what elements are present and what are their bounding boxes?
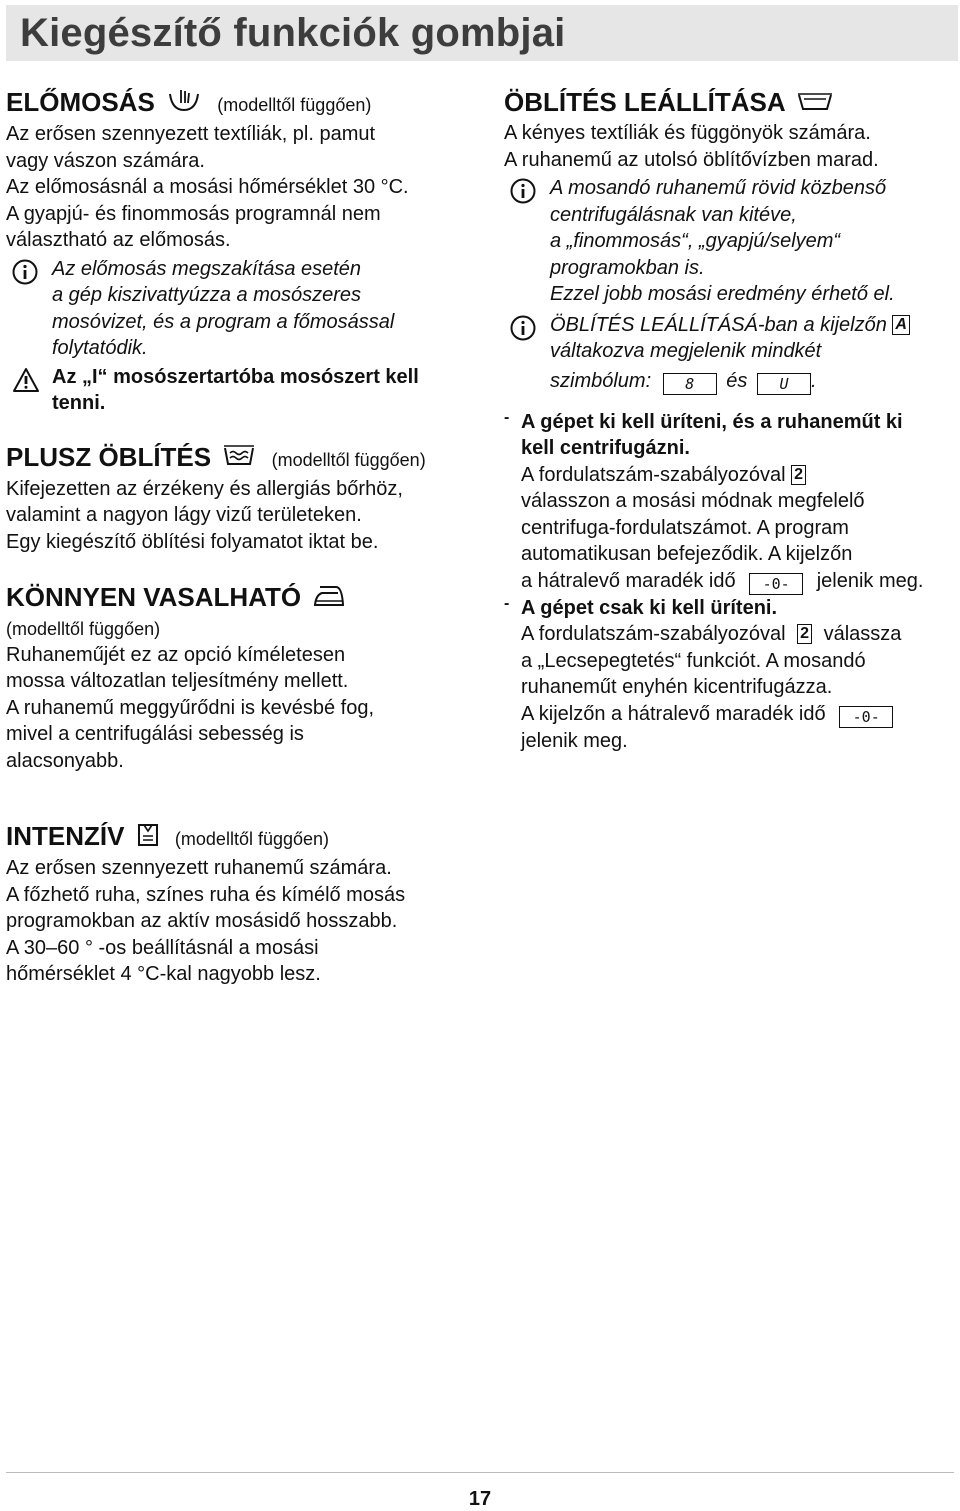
easy-iron-line-2: mossa változatlan teljesítmény mellett.: [6, 670, 349, 693]
rinse-stop-info1-line-5: Ezzel jobb mosási eredmény érhető el.: [550, 283, 895, 306]
page-header: [6, 5, 958, 61]
rinse-stop-section: [504, 86, 956, 754]
easy-iron-line-1: Ruhaneműjét ez az opció kíméletesen: [6, 643, 346, 666]
rinse-stop-info-note-1: [504, 175, 956, 308]
button-2-symbol: 2: [791, 465, 806, 485]
rinse-stop-info2-period: .: [810, 369, 817, 392]
item2-line-1: [521, 621, 956, 648]
intensive-line-2: A főzhető ruha, színes ruha és kímélő mosás: [6, 883, 406, 906]
prewash-warning-line-2: tenni.: [52, 392, 106, 414]
rinse-stop-info2-and: és: [726, 369, 748, 392]
easy-iron-line-3: A ruhanemű meggyűrődni is kevésbé fog,: [6, 696, 374, 719]
plus-rinse-line-2: valamint a nagyon lágy vizű területeken.: [6, 504, 362, 526]
intensive-section: [6, 820, 506, 988]
rinse-stop-info-note-2: [504, 312, 956, 395]
list-dash: -: [504, 408, 510, 426]
page-title: Kiegészítő funkciók gombjai: [20, 11, 566, 55]
item2-line-3: ruhaneműt enyhén kicentrifugázza.: [521, 676, 833, 699]
item1-title-1: A gépet ki kell üríteni, és a ruhaneműt ki: [521, 410, 903, 433]
item1-line-1: [521, 462, 956, 489]
info-icon: [12, 259, 38, 290]
item1-line-5: [521, 568, 956, 595]
footer-divider: [6, 1472, 954, 1473]
intensive-optional: (modelltől függően): [174, 829, 330, 849]
plus-rinse-line-1: Kifejezetten az érzékeny és allergiás bőrhöz,: [6, 477, 403, 500]
plus-rinse-line-3: Egy kiegészítő öblítési folyamatot iktat be.: [6, 530, 379, 553]
rinse-hold-icon: [796, 88, 834, 120]
list-dash: -: [504, 594, 510, 612]
plus-rinse-optional: (modelltől függően): [271, 449, 426, 470]
plus-rinse-icon: [222, 443, 256, 475]
item2-title: A gépet csak ki kell üríteni.: [521, 596, 778, 619]
item1-line-4: automatikusan befejeződik. A kijelzőn: [521, 543, 853, 566]
item1-line-3: centrifuga-fordulatszámot. A program: [521, 516, 849, 539]
display-symbol-2: U: [757, 373, 811, 395]
prewash-line-3: Az előmosásnál a mosási hőmérséklet 30 °C.: [6, 176, 409, 198]
easy-iron-optional: (modelltől függően): [6, 618, 161, 639]
prewash-heading: [6, 86, 481, 121]
item1-line-2: válasszon a mosási módnak megfelelő: [521, 490, 865, 513]
list-item: [504, 409, 956, 595]
item2-line-4-text: A kijelzőn a hátralevő maradék idő: [521, 702, 826, 725]
intensive-heading: [6, 820, 506, 855]
prewash-warning-note: [6, 364, 481, 417]
rinse-stop-info2-line-2: váltakozva megjelenik mindkét: [550, 340, 822, 363]
display-remaining-time: -0-: [839, 706, 893, 728]
rinse-stop-info1-line-4: programokban is.: [550, 256, 705, 279]
intensive-title: INTENZÍV: [6, 821, 125, 851]
intensive-line-1: Az erősen szennyezett ruhanemű számára.: [6, 857, 392, 879]
info-icon: [510, 315, 536, 346]
prewash-hand-icon: [166, 88, 202, 121]
easy-iron-heading: [6, 581, 481, 616]
intensive-line-4: A 30–60 ° -os beállításnál a mosási: [6, 936, 319, 959]
button-2-symbol: 2: [797, 624, 812, 644]
plus-rinse-title: PLUSZ ÖBLÍTÉS: [6, 441, 212, 472]
prewash-line-2: vagy vászon számára.: [6, 149, 205, 172]
iron-icon: [312, 583, 346, 616]
item2-line-2: a „Lecsepegtetés“ funkciót. A mosandó: [521, 649, 866, 672]
info-icon: [510, 178, 536, 209]
rinse-stop-info2-symbols-label: szimbólum:: [550, 369, 652, 392]
item1-line-1-text: A fordulatszám-szabályozóval: [521, 463, 786, 486]
easy-iron-title: KÖNNYEN VASALHATÓ: [6, 582, 302, 612]
rinse-stop-heading: [504, 86, 956, 120]
prewash-info-line-2: a gép kiszivattyúzza a mosószeres: [52, 284, 362, 306]
rinse-stop-info2-text: ÖBLÍTÉS LEÁLLÍTÁSÁ-ban a kijelzőn: [550, 313, 887, 336]
plus-rinse-heading: [6, 441, 481, 476]
rinse-stop-info1-line-2: centrifugálásnak van kitéve,: [550, 203, 797, 226]
plus-rinse-section: [6, 441, 481, 556]
intensive-shirt-icon: [136, 822, 160, 855]
item1-line-5-text-b: jelenik meg.: [816, 569, 924, 592]
rinse-stop-info2-line-1: [550, 312, 956, 339]
item2-line-4: [521, 701, 956, 728]
right-column: [504, 86, 956, 772]
easy-iron-line-4: mivel a centrifugálási sebesség is: [6, 723, 304, 746]
page-number: 17: [468, 1488, 492, 1510]
warning-icon: [12, 367, 40, 398]
left-column: [6, 86, 481, 792]
prewash-section: [6, 86, 481, 417]
prewash-line-5: választható az előmosás.: [6, 229, 231, 251]
rinse-stop-line-2: A ruhanemű az utolsó öblítővízben marad.: [504, 148, 879, 171]
prewash-title: ELŐMOSÁS: [6, 87, 155, 117]
prewash-info-note: [6, 256, 481, 362]
easy-iron-section: [6, 581, 481, 774]
rinse-stop-line-1: A kényes textíliák és függönyök számára.: [504, 122, 871, 145]
display-remaining-time: -0-: [749, 573, 803, 595]
prewash-info-line-4: folytatódik.: [52, 337, 148, 359]
prewash-info-line-1: Az előmosás megszakítása esetén: [52, 257, 362, 280]
item1-title-2: kell centrifugázni.: [521, 437, 690, 460]
rinse-stop-info1-line-3: a „finommosás“, „gyapjú/selyem“: [550, 230, 841, 253]
prewash-info-line-3: mosóvizet, és a program a főmosással: [52, 310, 395, 333]
list-item: [504, 595, 956, 755]
item2-line-1-text-a: A fordulatszám-szabályozóval: [521, 623, 786, 646]
rinse-stop-info1-line-1: A mosandó ruhanemű rövid közbenső: [550, 177, 887, 200]
item1-line-5-text-a: a hátralevő maradék idő: [521, 569, 736, 592]
intensive-line-3: programokban az aktív mosásidő hosszabb.: [6, 910, 398, 932]
rinse-stop-title: ÖBLÍTÉS LEÁLLÍTÁSA: [504, 87, 785, 117]
prewash-warning-line-1: Az „I“ mosószertartóba mosószert kell: [52, 365, 419, 388]
easy-iron-line-5: alacsonyabb.: [6, 749, 124, 772]
prewash-line-4: A gyapjú- és finommosás programnál nem: [6, 202, 381, 225]
button-a-symbol: A: [892, 315, 910, 335]
display-symbol-1: 8: [663, 373, 717, 395]
item2-line-1-text-b: válassza: [823, 623, 902, 646]
rinse-stop-info2-line-3: [550, 368, 956, 395]
prewash-line-1: Az erősen szennyezett textíliák, pl. pamut: [6, 123, 376, 145]
item2-line-5: jelenik meg.: [521, 729, 628, 752]
prewash-optional: (modelltől függően): [217, 95, 372, 115]
intensive-line-5: hőmérséklet 4 °C-kal nagyobb lesz.: [6, 963, 321, 985]
